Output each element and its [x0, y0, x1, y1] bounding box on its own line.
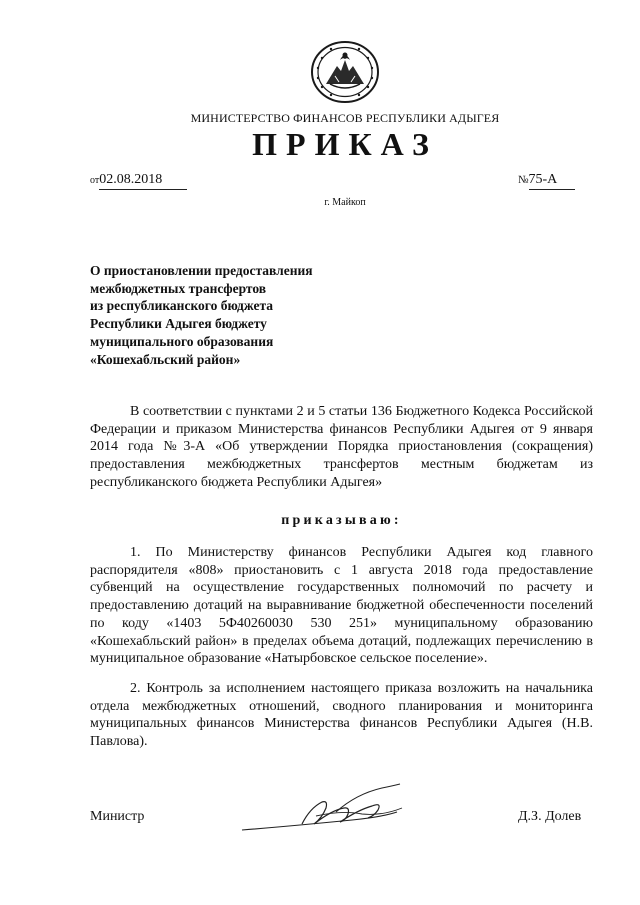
- date-value: 02.08.2018: [99, 172, 187, 190]
- signatory-role: Министр: [90, 809, 145, 824]
- order-item-1: 1. По Министерству финансов Республики Адыгея код главного распорядителя «808» приостановить с 1 августа 2018 года предоставление субвенций на осуществление государственных полномочий по расчету и предоставлению дотаций на выравнивание бюджетной обеспеченности поселений по коду «1403 5Ф40260030 530 251» муниципальному образованию «Кошехабльский район» в пределах объема дотаций, подлежащих перечислению в муниципальное образование «Натырбовское сельское поселение».: [90, 545, 593, 667]
- signatory-name: Д.З. Долев: [518, 809, 582, 824]
- order-word: приказываю:: [281, 513, 402, 528]
- subject-line: межбюджетных трансфертов: [90, 280, 267, 296]
- number-value: 75-А: [529, 172, 575, 190]
- subject-line: из республиканского бюджета: [90, 298, 273, 314]
- document-date: [90, 172, 187, 190]
- republic-adygea-emblem-icon: [309, 40, 381, 104]
- number-prefix: №: [518, 174, 529, 186]
- city: г. Майкоп: [324, 197, 366, 208]
- handwritten-signature: [232, 780, 422, 840]
- ministry-name: МИНИСТЕРСТВО ФИНАНСОВ РЕСПУБЛИКИ АДЫГЕЯ: [190, 111, 500, 125]
- document-number: [518, 172, 575, 190]
- subject-line: муниципального образования: [90, 333, 274, 349]
- preamble-paragraph: В соответствии с пунктами 2 и 5 статьи 136 Бюджетного Кодекса Российской Федерации и приказом Министерства финансов Республики Адыгея от 9 января 2014 года №3-А «Об утверждении Порядка приостановления (сокращения) предоставления межбюджетных трансфертов местным бюджетам из республиканского бюджета Республики Адыгея»: [90, 404, 593, 490]
- subject-line: О приостановлении предоставления: [90, 263, 313, 278]
- subject-line: Республики Адыгея бюджету: [90, 316, 267, 332]
- date-prefix: от: [90, 175, 100, 186]
- subject-line: «Кошехабльский район»: [90, 351, 241, 367]
- document-title: ПРИКАЗ: [252, 126, 438, 162]
- document-subject: [90, 262, 410, 368]
- order-item-2: 2. Контроль за исполнением настоящего приказа возложить на начальника отдела межбюджетных отношений, сводного планирования и мониторинга муниципальных финансов Министерства финансов Республики Адыгея (Н.В. Павлова).: [90, 681, 593, 750]
